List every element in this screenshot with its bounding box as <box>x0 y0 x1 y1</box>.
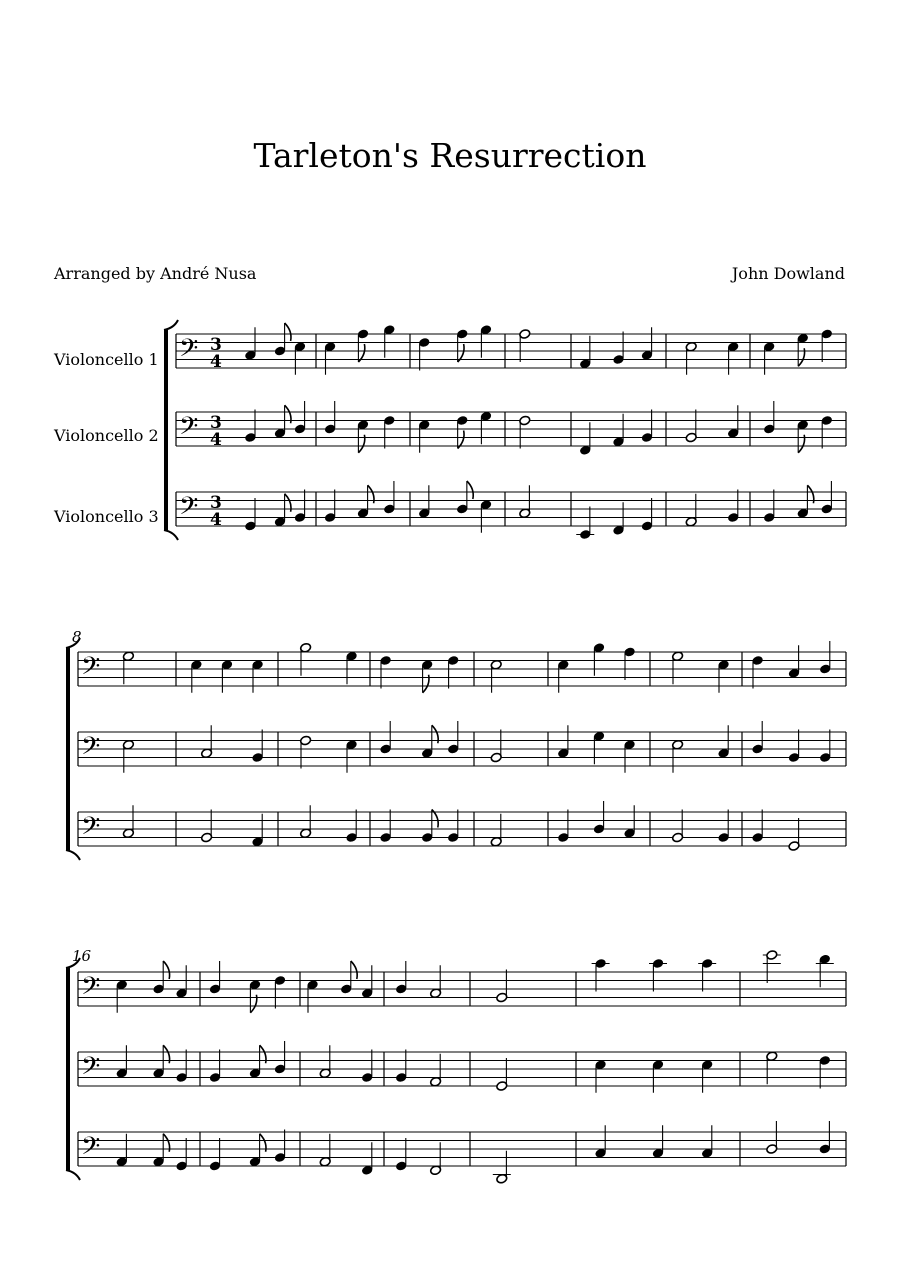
bracket-top-hook <box>66 958 80 968</box>
system-bracket <box>164 330 168 530</box>
composer-credit: John Dowland <box>731 264 845 283</box>
time-signature-numerator: 3 <box>210 413 222 434</box>
bracket-bottom-hook <box>164 530 178 540</box>
note-flag <box>163 961 169 979</box>
bass-clef-icon: 𝄢 <box>81 812 101 848</box>
system-bracket <box>66 968 70 1170</box>
bass-clef-icon: 𝄢 <box>179 412 199 448</box>
time-signature-denominator: 4 <box>210 510 222 531</box>
time-signature-denominator: 4 <box>210 430 222 451</box>
bass-clef-icon: 𝄢 <box>81 1052 101 1088</box>
time-signature-denominator: 4 <box>210 352 222 373</box>
instrument-label-cello-1: Violoncello 1 <box>54 350 159 369</box>
bass-clef-icon: 𝄢 <box>179 334 199 370</box>
measure-number-system-3: 16 <box>72 947 92 965</box>
bass-clef-icon: 𝄢 <box>81 972 101 1008</box>
system-bracket <box>66 648 70 850</box>
bracket-top-hook <box>164 320 178 330</box>
instrument-label-cello-3: Violoncello 3 <box>54 507 159 526</box>
score-title: Tarleton's Resurrection <box>253 136 647 175</box>
bass-clef-icon: 𝄢 <box>81 652 101 688</box>
bracket-top-hook <box>66 638 80 648</box>
time-signature-numerator: 3 <box>210 493 222 514</box>
time-signature-numerator: 3 <box>210 335 222 356</box>
note-flag <box>351 961 357 979</box>
arranger-credit: Arranged by André Nusa <box>54 264 257 283</box>
bass-clef-icon: 𝄢 <box>179 492 199 528</box>
bass-clef-icon: 𝄢 <box>81 1132 101 1168</box>
note-flag <box>467 481 473 499</box>
bracket-bottom-hook <box>66 1170 80 1180</box>
instrument-label-cello-2: Violoncello 2 <box>54 426 159 445</box>
bass-clef-icon: 𝄢 <box>81 732 101 768</box>
measure-number-system-2: 8 <box>72 628 82 646</box>
note-flag <box>285 323 291 341</box>
bracket-bottom-hook <box>66 850 80 860</box>
